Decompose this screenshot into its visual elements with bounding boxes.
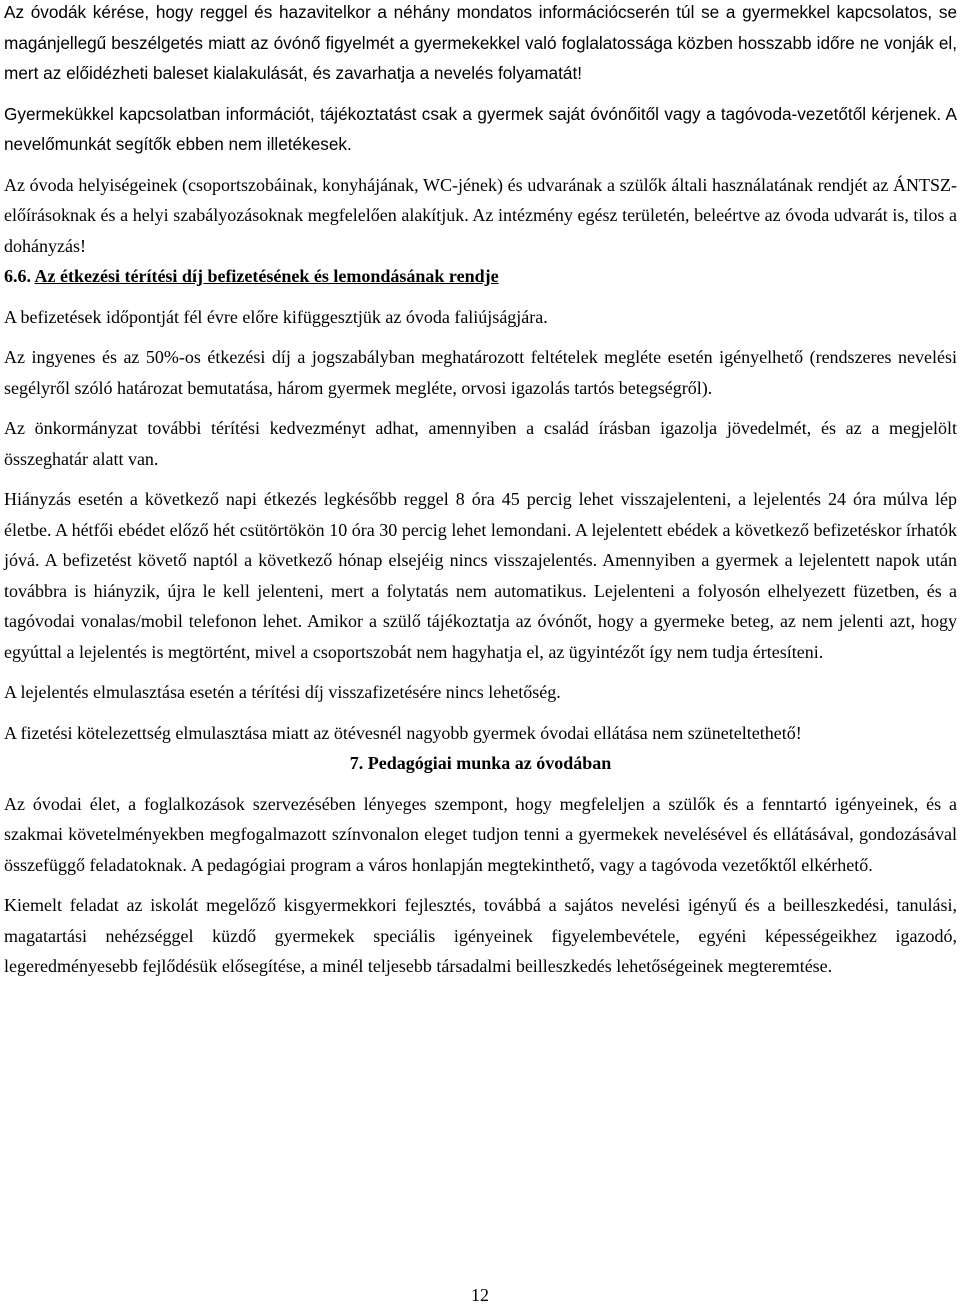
page-number: 12 [471,1285,489,1305]
paragraph-premises-use: Az óvoda helyiségeinek (csoportszobáinak, konyhájának, WC-jének) és udvarának a szülők általi használatának rendjét az ÁNTSZ-előírásoknak és a helyi szabályozásoknak megfelelően alakítjuk. Az intézmény egész területén, beleértve az óvoda udvarát is, tilos a dohányzás! [4,174,957,256]
paragraph-payment-dates: A befizetések időpontját fél évre előre kifüggesztjük az óvoda faliújságjára. [4,306,548,327]
section-7-heading: 7. Pedagógiai munka az óvodában [349,753,612,773]
section-6-6-number: 6.6. [4,266,31,286]
paragraph-free-meals: Az ingyenes és az 50%-os étkezési díj a jogszabályban meghatározott feltételek megléte esetén igényelhető (rendszeres nevelési segélyről szóló határozat bemutatása, három gyermek megléte, orvosi igazolás tartós betegségről). [4,347,957,398]
paragraph-child-information: Gyermekükkel kapcsolatban információt, tájékoztatást csak a gyermek saját óvónőitől vagy a tagóvoda-vezetőtől kérjenek. A nevelőmunkát segítők ebben nem illetékesek. [4,103,957,154]
document-page [4,0,957,982]
paragraph-priority-task: Kiemelt feladat az iskolát megelőző kisgyermekkori fejlesztés, továbbá a sajátos nevelési igényű és a beilleszkedési, tanulási, magatartási nehézséggel küzdő gyermekek speciális igényeinek figyelembevétele, egyéni képességeikhez igazodó, legeredményesebb fejlődésük elősegítése, a minél teljesebb társadalmi beilleszkedés lehetőségeinek megteremtése. [4,895,957,976]
paragraph-municipal-discount: Az önkormányzat további térítési kedvezményt adhat, amennyiben a család írásban igazolja jövedelmét, és az a megjelölt összeghatár alatt van. [4,418,957,469]
paragraph-parent-conversations: Az óvodák kérése, hogy reggel és hazavitelkor a néhány mondatos információcserén túl se a gyermekkel kapcsolatos, se magánjellegű beszélgetés miatt az óvónő figyelmét a gyermekekkel való foglalatossága közben hosszabb időre ne vonják el, mert az előidézheti baleset kialakulását, és zavarhatja a nevelés folyamatát! [4,2,957,83]
paragraph-absence-reporting: Hiányzás esetén a következő napi étkezés legkésőbb reggel 8 óra 45 percig lehet visszajelenteni, a lejelentés 24 óra múlva lép életbe. A hétfői ebédet előző hét csütörtökön 10 óra 30 percig lehet lemondani. A lejelentett ebédek a következő befizetéskor írhatók jóvá. A befizetést követő naptól a következő hónap elsejéig nincs visszajelentés. Amennyiben a gyermek a lejelentett napok után továbbra is hiányzik, újra le kell jelenteni, mert a folytatás nem automatikus. Lejelenteni a folyosón elhelyezett füzetben, és a tagóvodai vonalas/mobil telefonon lehet. Amikor a szülő tájékoztatja az óvónőt, hogy a gyermeke beteg, az nem jelenti azt, hogy egyúttal a lejelentés is megtörtént, mivel a csoportszobát nem hagyhatja el, az ügyintézőt így nem tudja értesíteni. [4,489,957,662]
section-6-6-title: Az étkezési térítési díj befizetésének és lemondásának rendje [34,266,499,286]
paragraph-payment-obligation: A fizetési kötelezettség elmulasztása miatt az ötévesnél nagyobb gyermek óvodai ellátása nem szüneteltethető! [4,722,802,743]
paragraph-missed-reporting: A lejelentés elmulasztása esetén a térítési díj visszafizetésére nincs lehetőség. [4,682,561,702]
paragraph-kindergarten-life: Az óvodai élet, a foglalkozások szervezésében lényeges szempont, hogy megfeleljen a szülők és a fenntartó igényeinek, és a szakmai követelményekben megfogalmazott színvonalon eleget tudjon tenni a gyermekek nevelésével és ellátásával, gondozásával összefüggő feladatoknak. A pedagógiai program a város honlapján megtekinthető, vagy a tagóvoda vezetőktől elkérhető. [4,793,957,875]
section-6-6-heading [4,261,957,292]
